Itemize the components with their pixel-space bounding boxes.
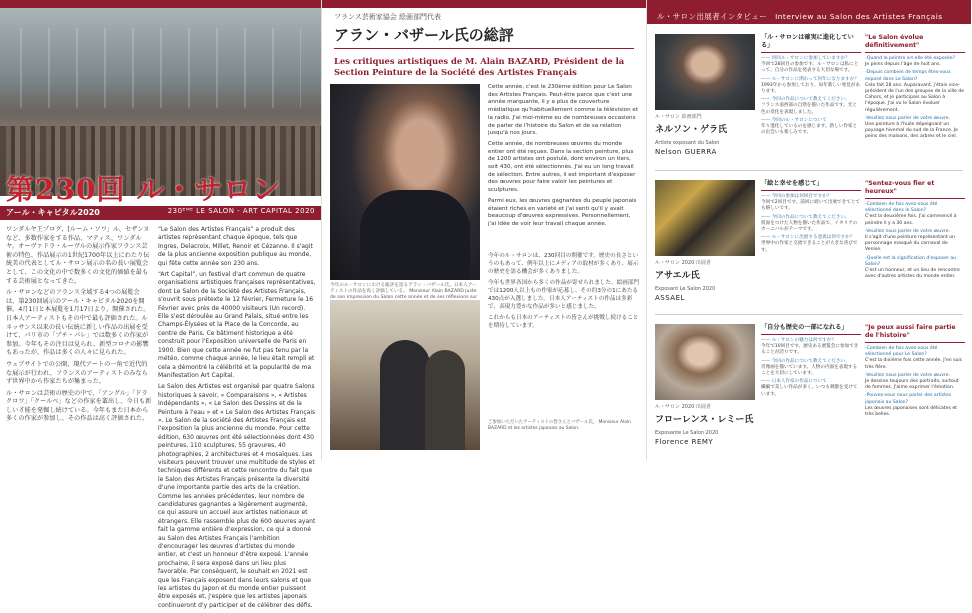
- question: —— ル・サロンの魅力は何ですか？: [761, 338, 836, 343]
- answer: Une peinture à l'huile dépeignant un paysage hivernal du sud de la France. Je peins des maisons, des arbres et le ciel.: [865, 122, 958, 140]
- french-column: [158, 226, 316, 613]
- interview-title: 「ル・サロンは確実に進化している」: [761, 34, 861, 53]
- answer: Je dessine toujours des portraits, surtout de femmes. J'aime exprimer l'émotion.: [865, 379, 959, 391]
- qa-japanese: [761, 180, 861, 256]
- artist-name-fr: ASSAEL: [655, 294, 685, 302]
- artist-subtitle: ル・サロン 絵画部門: [655, 114, 702, 120]
- top-bar: [647, 0, 971, 8]
- question: -Quelle est la signification d'exposer au Salon?: [865, 255, 956, 267]
- paragraph: ウェブサイトでの公開、現代アートの一角で近代的な展示が行われ、フランスのアーティストのみならず世界中から作家たちが集まった。: [6, 360, 148, 386]
- question: —— 今回の作品について教えてください。: [761, 214, 850, 220]
- answer: 仮面をつけた人物を描いた作品で、イタリアのカーニバルがテーマです。: [761, 220, 858, 233]
- answer: 今回で2回目です。前回に続いて出展できてとても嬉しいです。: [761, 200, 861, 212]
- answer: 今年で10回目です。歴史ある展覧会に参加できることが誇りです。: [761, 344, 859, 356]
- interview-header: ル・サロン出展者インタビュー Interview au Salon des Artistes Français: [647, 8, 971, 24]
- paragraph: これからも日本のアーティストの皆さんが挑戦し続けることを期待しています。: [488, 315, 639, 329]
- interview-block: [647, 318, 972, 458]
- page-middle: [321, 0, 646, 460]
- question: —— 今回のル・サロンについて: [761, 117, 827, 123]
- question: —— 今回の参加は何回目ですか？: [761, 194, 832, 199]
- answer: 世界中の作家と交流できることが大きな喜びです。: [761, 241, 858, 253]
- interview-title: 「絵と幸せを感じて」: [761, 180, 861, 191]
- answer: C'est un honneur, et un lieu de rencontre avec d'autres artistes du monde entier.: [865, 268, 960, 280]
- qa-french: [865, 324, 965, 420]
- artist-name-fr: Florence REMY: [655, 438, 714, 446]
- paragraph: ル・サロンは芸術の歴史の中で、「アングル」「ドラクロワ」「クールベ」などの作家を輩出し、今日も新しい才能を発掘し続けている。今年もまた日本から多くの作家が参加し、その作品は高く評価された。: [6, 389, 152, 423]
- paragraph: ワンダルヤ王プログ、[ルーム・ソワ」ル、セザンヌなど、多数作家をする作品、マティス、ワンダルヤ。オーヴァドラ・ルーヴルの展示作家フランス芸術の特色、作品展示の1世紀1700年以上にわたり伝統美の代表としてル・サロン展示の名の長い展覧会として、この文化の中で数多くの文化的価値を最もする芸術展となってきた。: [6, 226, 150, 285]
- answer: Je peins depuis l'âge de huit ans.: [865, 62, 941, 68]
- french-title: Les critiques artistiques de M. Alain BAZARD, Président de la Section Peinture de la Société des Artistes Français: [334, 56, 625, 77]
- question: —— ル・サロンに出展する意義は何ですか？: [761, 235, 855, 241]
- answer: Il s'agit d'une peinture représentant un personnage masqué du carnaval de Venise.: [865, 235, 955, 253]
- artist-subtitle: ル・サロン 2020 出展者: [655, 260, 711, 266]
- question: —— 今回の作品について教えてください。: [761, 358, 850, 364]
- question: —— 日本人作家の作品について: [761, 379, 827, 385]
- answer: 今回で28回目の参加です。ル・サロンは私にとって、自分の作品を発表する大切な場です。: [761, 62, 859, 74]
- paragraph: 今年も世界各国から多くの作品が寄せられました。絵画部門では1200人以上もの作家が応募し、その約3分の1にあたる430点が入選しました。日本人アーティストの作品は多彩で、表現力豊かな作品が多いと感じました。: [488, 280, 640, 310]
- paragraph: Parmi eux, les œuvres gagnantes du peuple japonais étaient riches en variété et j'ai senti qu'il y avait beaucoup d'œuvres expressives. Personnellement, j'ai idée de voir leur travail chaque année.: [488, 197, 637, 227]
- answer: 肖像画を描いています。人物の内面を表現することを大切にしています。: [761, 364, 858, 377]
- page-right: [646, 0, 971, 460]
- question: -Veuillez nous parler de votre œuvre.: [865, 115, 951, 121]
- interview-title-fr: "Sentez-vous fier et heureux": [865, 180, 965, 199]
- question: —— 何回ル・サロンに参加していますか？: [761, 56, 850, 61]
- artist-photo: [655, 324, 755, 400]
- paragraph: Le Salon des Artistes est organisé par quatre Salons historiques à savoir, « Comparaisons », « Artistes Indépendants », « Le Salon des Dessins et de la Peinture à l'eau » et « Le Salon des Artistes Français ». Le Salon de la société des Artistes Français est l'exposition la plus ancienne du monde. Pour cette édition, 630 œuvres ont été sélectionnées dont 430 peintures, 110 sculptures, 55 gravures, 40 photographies, 2 architectures et 4 mosaïques. Les visiteurs peuvent trouver une multitude de styles et techniques différents et cette rencontre du fait que le Salon des Artistes Français présente la diversité d'une importante partie des arts de la création. Comme les années précédentes, leur nombre de candidatures gagnantes a légèrement augmenté, ce qui assure un accueil aux artistes nationaux et étrangers. Elle rassemble plus de 600 œuvres ayant fait la gamme entière d'expression, ce qui a donné au Salon des Artistes Français l'ambition d'encourager les œuvres d'artistes du monde entier, et c'est un honneur d'être exposé. L'année prochaine, il sera exposé dans un lieu plus favorable. Par conséquent, le souhait en 2021 est que les Français exposent dans leurs salons et que les artistes du Japon et du monde entier puissent être exposés et, j'espère que les artistes japonais continueront d'y participer et de célébrer des défis.: [158, 383, 316, 609]
- sub-banner-left: アール・キャピタル2020: [6, 208, 100, 217]
- artist-photo: [655, 34, 755, 110]
- qa-japanese: [761, 34, 861, 138]
- interview-block: [647, 174, 972, 314]
- interview-title-fr: "Le Salon évolue définitivement": [865, 34, 965, 53]
- artist-subtitle-fr: Artiste exposant du Salon: [655, 140, 720, 146]
- question: -Depuis combien de temps êtes-vous exposé dans Le Salon?: [865, 70, 951, 82]
- divider: [655, 170, 963, 171]
- artist-subtitle: ル・サロン 2020 出展者: [655, 404, 711, 410]
- question: -Combien de fois avez-vous été sélectionné dans le Salon?: [865, 202, 938, 214]
- answer: C'est la deuxième fois. J'ai commencé à peindre il y a 30 ans.: [865, 214, 957, 226]
- artist-name: アサエル氏: [655, 271, 700, 281]
- banner-title: 第230回 ル・サロン: [6, 173, 282, 206]
- paragraph: Cette année, de nombreuses œuvres du monde entier ont été reçues. Dans la section peinture, plus de 1200 artistes ont postulé, dont environ un tiers, soit 430, ont été sélectionnés. J'ai eu un long travail de sélection. Entre autres, il est important d'exposer des œuvres pour faire valoir les peintures et sculptures.: [488, 140, 636, 194]
- divider: [334, 48, 634, 49]
- qa-french: [865, 34, 965, 143]
- qa-japanese: [761, 324, 861, 400]
- paragraph: ル・サロンなどのフランス全域する4つの展覧会は、第230回展示のアール・キャピタル2020を開催。4月1日と本展覧を1月17日より、開催された。日本人アーティストもその中で最も評価された。ルネッサンス以来の長い伝統に新しい作品の出展を受けて、パリ市の「プチ・パレ」では数多くの作家が参加。今年もその注目は見られ、新型コロナの影響もあったが、作品は多くの人々に見られた。: [6, 289, 150, 357]
- question: -Combien de fois avez-vous été sélectionné pour Le Salon?: [865, 346, 938, 358]
- paragraph: “Le Salon des Artistes Français” a produit des artistes représentant chaque époque, tels que Ingres, Delacroix, Millet, Renoir et Cézanne. Il s'agit de la plus ancienne exposition publique au monde, qui fête cette année son 230 ans.: [158, 226, 313, 267]
- page-left: [0, 0, 321, 609]
- interview-title-fr: "Je peux aussi faire partie de l'histoire": [865, 324, 965, 343]
- japanese-column: [6, 226, 152, 427]
- paragraph: Cette année, c'est le 230ème édition pour Le Salon des Artistes Français. Peut-être parce que c'est une année marquante, il y a plus de couverture médiatique qu'habituellement comme la télévision et la radio. J'ai moi-même eu de nombreuses occasions de parler de l'histoire du Salon et de sa relation jusqu'à nos jours.: [488, 84, 639, 137]
- artist-subtitle-fr: Exposant Le Salon 2020: [655, 286, 716, 292]
- answer: 1993年から参加しており、毎年新しい発見があります。: [761, 82, 860, 95]
- french-body: [488, 84, 640, 232]
- question: -Pouvez-vous nous parler des artistes japonais au Salon?: [865, 393, 952, 405]
- page-title: アラン・バザール氏の総評: [334, 26, 514, 44]
- photo-caption: ご参加いただいたアーティストの皆さんとバザール氏。 Monsieur Alain BAZARD et les artistes japonais au Salon.: [488, 420, 631, 431]
- qa-french: [865, 180, 965, 282]
- answer: Cela fait 28 ans. Auparavant, j'étais vice-président de l'un des groupes de la ville de Cahors, et je participais au Salon à l'époque. J'ai vu le Salon évoluer régulièrement.: [865, 82, 965, 113]
- japanese-body: [488, 252, 640, 333]
- artwork-photo: [655, 180, 755, 256]
- top-bar: [0, 0, 321, 8]
- sub-banner: [0, 206, 321, 220]
- group-photo: [330, 300, 480, 450]
- question: -Veuillez nous parler de votre œuvre.: [865, 372, 951, 378]
- kicker: フランス芸術家協会 絵画部門代表: [334, 13, 442, 21]
- photo-caption: 今年のル・サロンにおける総評を語るアラン・バザール氏。日本人アーティストの作品を高く評価している。 Monsieur Alain BAZARD juste de son impression du Salon cette année et de ses réflexions sur: [330, 283, 478, 300]
- question: —— 今回の作品について教えてください。: [761, 97, 850, 103]
- artist-name-fr: Nelson GUERRA: [655, 148, 717, 156]
- question: -Veuillez nous parler de votre œuvre.: [865, 228, 951, 234]
- artist-name: ネルソン・ゲラ氏: [655, 125, 728, 135]
- interview-title: 「自分も歴史の一部になれる」: [761, 324, 861, 335]
- answer: Les œuvres japonaises sont délicates et très belles.: [865, 405, 957, 418]
- top-bar: [322, 0, 646, 8]
- answer: 繊細で美しい作品が多く、いつも刺激を受けています。: [761, 385, 858, 397]
- paragraph: “Art Capital”, un festival d'art commun de quatre organisations artistiques françaises représentatives, dont Le Salon de la Société des Artistes Français, s'ouvrit sous prétexte le 12 février, Fermeture le 16 Février avec près de 40000 visiteurs (Un record). Elle s'est déroulée au Grand Palais, situé entre les Champs-Élysées et la Place de la Concorde, au centre de Paris. Ce bâtiment historique a été construit pour l'Exposition universelle de Paris en 1900. Bien que cette année ne fut pas tenu par la météo, comme chaque année, le lieu était rempli et cela a démontré la célébrité et la popularité de ma Manifestation Art Capital.: [158, 271, 316, 379]
- paragraph: 今年のル・サロンは、230回目の開催です。歴史の長さというのもあって、例年以上にメディアの取材が多くあり、展示の歴史を語る機会が多くありました。: [488, 253, 639, 275]
- sub-banner-right: 230ᴱᴹᴱ LE SALON - ART CAPITAL 2020: [167, 207, 315, 215]
- answer: フランス南西部の自然を描いた作品です。光と色の変化を表現しました。: [761, 103, 857, 115]
- answer: 年々進化しているのを感じます。新しい作家との出会いも楽しみです。: [761, 124, 858, 136]
- artist-name: フローレンス・レミー氏: [655, 415, 754, 425]
- answer: C'est la dixième fois cette année. J'en suis très fière.: [865, 358, 963, 370]
- question: —— ル・サロンに関わって何年になりますか？: [761, 76, 859, 82]
- portrait-photo: [330, 84, 480, 280]
- divider: [655, 314, 963, 315]
- question: -Quand le peintre a-t-elle été exposée?: [865, 56, 956, 61]
- interview-block: [647, 28, 972, 168]
- artist-subtitle-fr: Exposante Le Salon 2020: [655, 430, 719, 436]
